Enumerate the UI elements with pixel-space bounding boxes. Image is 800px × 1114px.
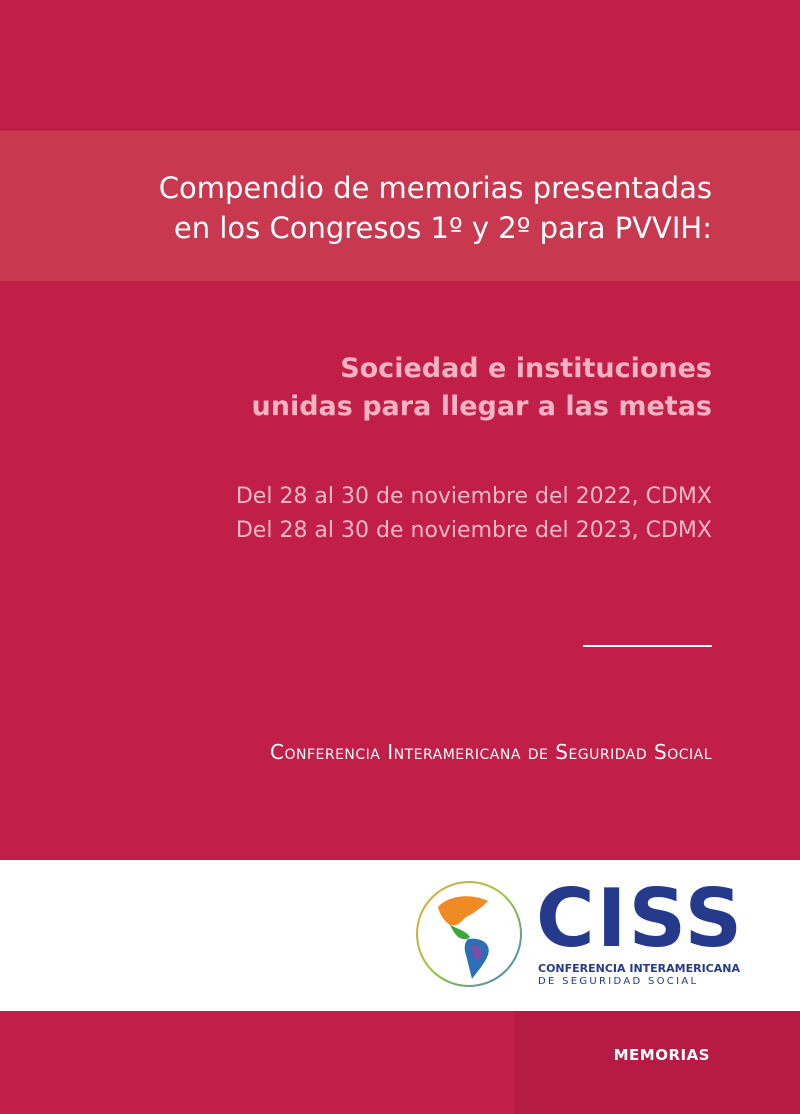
ciss-acronym: CISS [536,872,745,965]
cover-title [62,168,712,248]
americas-continent-icon [414,879,524,989]
cover-subtitle [62,350,712,426]
footer-label: MEMORIAS [613,1046,710,1064]
event-date-2022: Del 28 al 30 de noviembre del 2022, CDMX [235,484,712,509]
organization-name: Conferencia Interamericana de Seguridad Social [269,740,712,764]
cover-subtitle-line-1: Sociedad e instituciones [340,353,712,384]
cover-title-line-1: Compendio de memorias presentadas [158,171,712,205]
ciss-name-line-1: CONFERENCIA INTERAMERICANA [538,962,740,975]
cover-subtitle-line-2: unidas para llegar a las metas [251,391,712,422]
cover-title-line-2: en los Congresos 1º y 2º para PVVIH: [173,211,712,245]
divider-rule [583,645,712,647]
ciss-name-line-2: DE SEGURIDAD SOCIAL [538,976,699,987]
event-date-2023: Del 28 al 30 de noviembre del 2023, CDMX [235,518,712,543]
event-dates [62,480,712,548]
